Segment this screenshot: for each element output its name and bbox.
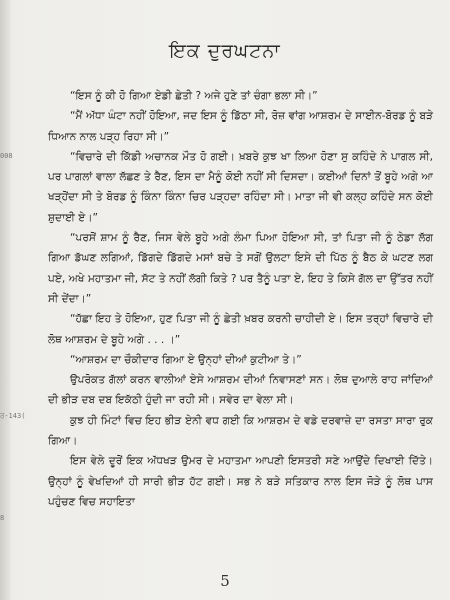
paragraph: “ਪਰਸੋਂ ਸ਼ਾਮ ਨੂੰ ਰੈਣ, ਜਿਸ ਵੇਲੇ ਬੂਹੇ ਅਗੇ ਲੰਮਾ ਪਿਆ ਹੋਇਆ ਸੀ, ਤਾਂ ਪਿਤਾ ਜੀ ਨੂੰ ਠੇਡਾ ਲੱਗ ਗਿਆ ਡੱਘਣ ਲਗਿਆਂ, ਡਿੱਗਦੇ ਡਿੱਗਦੇ ਮਸਾਂ ਬਚੇ ਤੇ ਸਗੋਂ ਉਲਟਾ ਇਸੇ ਦੀ ਪਿੱਠ ਨੂੰ ਬੈਠ ਕੇ ਘਟਣ ਲਗ ਪਏ, ਅਖੇ ਮਹਾਤਮਾ ਜੀ, ਸੱਟ ਤੇ ਨਹੀਂ ਲੱਗੀ ਕਿਤੇ ? ਪਰ ਤੈਨੂੰ ਪਤਾ ਏ, ਇਹ ਤੇ ਕਿਸੇ ਗੱਲ ਦਾ ਉੱਤਰ ਨਹੀਂ ਸੀ ਦੇਂਦਾ।” bbox=[48, 232, 433, 305]
paragraph: ਕੁਝ ਹੀ ਮਿੰਟਾਂ ਵਿਚ ਇਹ ਭੀੜ ਏਨੀ ਵਧ ਗਈ ਕਿ ਆਸ਼ਰਮ ਦੇ ਵਡੇ ਦਰਵਾਜ਼ੇ ਦਾ ਰਸਤਾ ਸਾਰਾ ਰੁਕ ਗਿਆ। bbox=[48, 414, 433, 448]
margin-mark: 8 bbox=[0, 514, 5, 522]
paragraph: ਇਸ ਵੇਲੇ ਦੂਰੋਂ ਇਕ ਅੱਧਖੜ ਉਮਰ ਦੇ ਮਹਾਤਮਾ ਆਪਣੀ ਇਸਤਰੀ ਸਣੇ ਆਉਂਦੇ ਦਿਖਾਈ ਦਿੱਤੇ। ਉਨ੍ਹਾਂ ਨੂੰ ਵੇਖਦਿਆਂ ਹੀ ਸਾਰੀ ਭੀੜ ਹੱਟ ਗਈ। ਸਭ ਨੇ ਬੜੇ ਸਤਿਕਾਰ ਨਾਲ ਇਸ ਜੋੜੇ ਨੂੰ ਲੋਥ ਪਾਸ ਪਹੁੰਚਣ ਵਿਚ ਸਹਾਇਤਾ bbox=[48, 455, 433, 508]
paragraph: “ਇਸ ਨੂੰ ਕੀ ਹੋ ਗਿਆ ਏਡੀ ਛੇਤੀ ? ਅਜੇ ਹੁਣੇ ਤਾਂ ਚੰਗਾ ਭਲਾ ਸੀ।” bbox=[70, 90, 318, 102]
book-spine bbox=[0, 0, 10, 600]
paragraph: “ਮੈਂ ਅੱਧਾ ਘੰਟਾ ਨਹੀਂ ਹੋਇਆ, ਜਦ ਇਸ ਨੂੰ ਡਿੱਠਾ ਸੀ, ਰੋਜ਼ ਵਾਂਗ ਆਸ਼ਰਮ ਦੇ ਸਾਈਨ-ਬੋਰਡ ਨੂੰ ਬੜੇ ਧਿਆਨ ਨਾਲ ਪੜ੍ਹ ਰਿਹਾ ਸੀ।” bbox=[48, 110, 433, 143]
margin-mark: 008 bbox=[0, 152, 13, 160]
paragraph: “ਆਸ਼ਰਮ ਦਾ ਚੌਕੀਦਾਰ ਗਿਆ ਏ ਉਨ੍ਹਾਂ ਦੀਆਂ ਕੁਟੀਆ ਤੇ।” bbox=[70, 353, 302, 366]
margin-mark: ਰ-143( bbox=[0, 412, 26, 420]
chapter-title: ਇਕ ਦੁਰਘਟਨਾ bbox=[169, 40, 281, 62]
paragraph: ਉਪਰੋਕਤ ਗੱਲਾਂ ਕਰਨ ਵਾਲੀਆਂ ਏਸੇ ਆਸ਼ਰਮ ਦੀਆਂ ਨਿਵਾਸਣਾਂ ਸਨ। ਲੋਥ ਦੁਆਲੇ ਰਾਹ ਜਾਂਦਿਆਂ ਦੀ ਭੀੜ ਦਬ ਦਬ ਇਕੱਠੀ ਹੁੰਦੀ ਜਾ ਰਹੀ ਸੀ। ਸਵੇਰ ਦਾ ਵੇਲਾ ਸੀ। bbox=[48, 374, 433, 407]
page-number: 5 bbox=[220, 572, 230, 590]
body-text bbox=[48, 86, 433, 512]
paragraph: “ਹੱਛਾ ਇਹ ਤੇ ਹੋਇਆ, ਹੁਣ ਪਿਤਾ ਜੀ ਨੂੰ ਛੇਤੀ ਖ਼ਬਰ ਕਰਨੀ ਚਾਹੀਦੀ ਏ। ਇਸ ਤਰ੍ਹਾਂ ਵਿਚਾਰੇ ਦੀ ਲੋਥ ਆਸ਼ਰਮ ਦੇ ਬੂਹੇ ਅਗੇ . . . ।” bbox=[48, 313, 433, 346]
paragraph: “ਵਿਚਾਰੇ ਦੀ ਕਿੱਡੀ ਅਚਾਨਕ ਮੌਤ ਹੋ ਗਈ। ਖ਼ਬਰੇ ਕੁਝ ਖਾ ਲਿਆ ਹੋਣਾ ਸੁ ਕਹਿੰਦੇ ਨੇ ਪਾਗਲ ਸੀ, ਪਰ ਪਾਗਲਾਂ ਵਾਲਾ ਲੱਛਣ ਤੇ ਰੈਣ, ਇਸ ਦਾ ਮੈਨੂੰ ਕੋਈ ਨਹੀਂ ਸੀ ਦਿਸਦਾ। ਕਈਆਂ ਦਿਨਾਂ ਤੋਂ ਬੂਹੇ ਅਗੇ ਆ ਖੜ੍ਹੋਂਦਾ ਸੀ ਤੇ ਬੋਰਡ ਨੂੰ ਕਿੰਨਾ ਕਿੰਨਾ ਚਿਰ ਪੜ੍ਹਦਾ ਰਹਿੰਦਾ ਸੀ। ਮਾਤਾ ਜੀ ਵੀ ਕਲ੍ਹ ਕਹਿੰਦੇ ਸਨ ਕੋਈ ਸ਼ੁਦਾਈ ਏ।” bbox=[48, 150, 433, 224]
